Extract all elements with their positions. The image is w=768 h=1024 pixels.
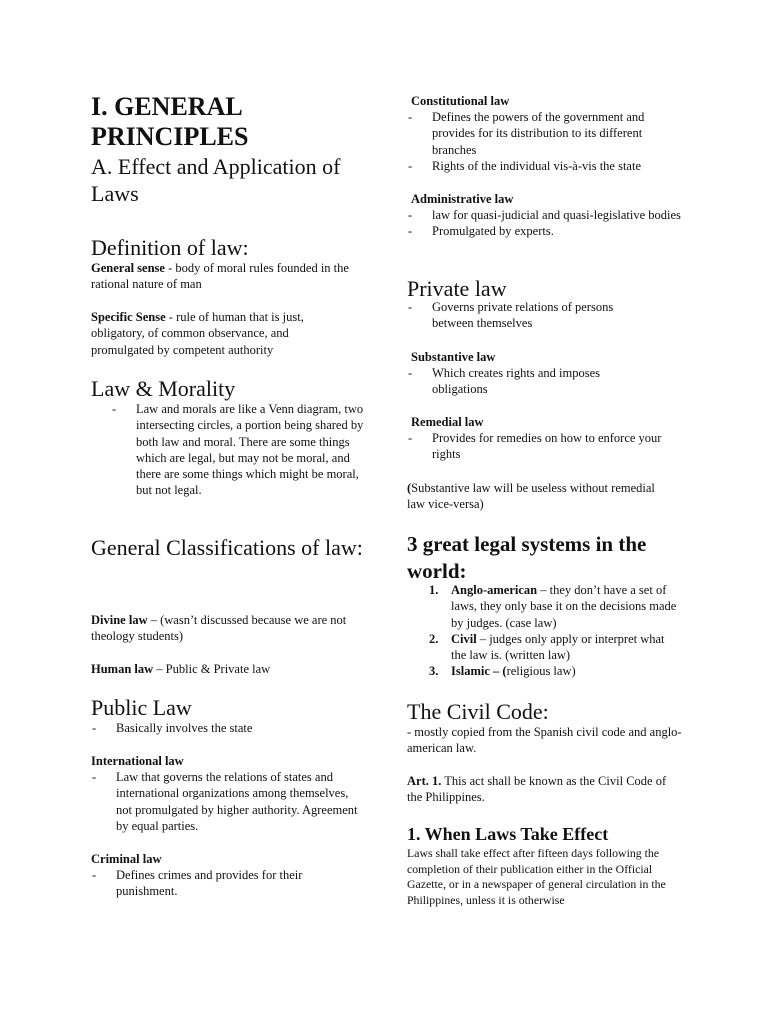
constitutional-law-list	[407, 109, 677, 174]
laws-effect-paragraph: Laws shall take effect after fifteen days following the completion of their publication either in the Official Gazette, or in a newspaper of general circulation in the Philippines, unless it is otherwise	[407, 846, 666, 908]
private-law-heading: Private law	[407, 276, 507, 301]
human-law-paragraph	[91, 661, 371, 677]
list-item: - Law and morals are like a Venn diagram, two intersecting circles, a portion being shared by both law and moral. There are some things which are legal, but may not be moral, and there are some things which might be moral, but not legal.	[111, 401, 367, 499]
list-item: - Defines the powers of the government and provides for its distribution to its different branches	[407, 109, 677, 158]
criminal-law-list	[91, 867, 341, 900]
section-title-line2: PRINCIPLES	[91, 122, 249, 151]
criminal-law-heading: Criminal law	[91, 852, 162, 866]
art1-label: Art. 1.	[407, 774, 442, 788]
classifications-heading: General Classifications of law:	[91, 535, 363, 560]
note-paren: (	[407, 481, 412, 495]
list-item: - Defines crimes and provides for their punishment.	[91, 867, 341, 900]
list-item: 3. Islamic – (religious law)	[429, 664, 576, 679]
law-morality-heading: Law & Morality	[91, 376, 236, 401]
law-morality-list	[111, 401, 367, 499]
list-item: - Law that governs the relations of states and international organizations among themselves, not promulgated by higher authority. Agreement by equal parties.	[91, 769, 366, 834]
specific-sense-label: Specific Sense	[91, 310, 166, 324]
subsection-title-line2: Laws	[91, 181, 139, 206]
private-law-list	[407, 299, 647, 332]
laws-effect-heading: 1. When Laws Take Effect	[407, 824, 609, 844]
list-item: 1. Anglo-american – they don’t have a set of laws, they only base it on the decisions made by judges. (case law)	[429, 583, 677, 630]
public-law-list	[91, 720, 371, 736]
subsection-title-line1: A. Effect and Application of	[91, 154, 341, 179]
general-sense-text: - body of moral rules founded in the rational nature of man	[91, 261, 349, 292]
constitutional-law-heading: Constitutional law	[411, 94, 510, 108]
definition-heading: Definition of law:	[91, 235, 249, 260]
section-title-line1: I. GENERAL	[91, 92, 243, 121]
remedial-law-list	[407, 430, 677, 463]
administrative-law-list	[407, 207, 682, 240]
divine-law-paragraph	[91, 612, 361, 645]
specific-sense-paragraph	[91, 309, 341, 358]
general-sense-paragraph	[91, 260, 371, 293]
legal-systems-list	[407, 582, 679, 680]
legal-systems-heading: 3 great legal systems in the world:	[407, 532, 647, 583]
general-sense-label: General sense	[91, 261, 165, 275]
substantive-law-heading: Substantive law	[411, 350, 496, 364]
civil-code-heading: The Civil Code:	[407, 699, 549, 724]
specific-sense-text: - rule of human that is just, obligatory, of common observance, and promulgated by competent authority	[91, 310, 304, 357]
remedial-law-heading: Remedial law	[411, 415, 484, 429]
substantive-law-list	[407, 365, 637, 398]
administrative-law-heading: Administrative law	[411, 192, 514, 206]
list-item: - Rights of the individual vis-à-vis the state	[407, 158, 677, 174]
human-law-label: Human law	[91, 662, 154, 676]
art1-text: This act shall be known as the Civil Code of the Philippines.	[407, 774, 667, 805]
list-item: - Governs private relations of persons between themselves	[407, 299, 647, 332]
substantive-remedial-note	[407, 480, 657, 513]
list-item: - Provides for remedies on how to enforce your rights	[407, 430, 677, 463]
list-item: - Which creates rights and imposes obligations	[407, 365, 637, 398]
list-item: - Basically involves the state	[91, 720, 371, 736]
list-item: - law for quasi-judicial and quasi-legislative bodies	[407, 207, 682, 223]
human-law-text: – Public & Private law	[153, 662, 271, 676]
divine-law-label: Divine law	[91, 613, 148, 627]
list-item: - Promulgated by experts.	[407, 223, 682, 239]
art1-paragraph	[407, 773, 667, 806]
public-law-heading: Public Law	[91, 695, 192, 720]
note-text: Substantive law will be useless without remedial law vice-versa)	[407, 481, 655, 512]
list-item: 2. Civil – judges only apply or interpret what the law is. (written law)	[429, 631, 665, 663]
international-law-list	[91, 769, 366, 834]
divine-law-text: – (wasn’t discussed because we are not theology students)	[91, 613, 347, 644]
international-law-heading: International law	[91, 754, 184, 768]
civil-code-paragraph: - mostly copied from the Spanish civil code and anglo-american law.	[407, 725, 682, 756]
